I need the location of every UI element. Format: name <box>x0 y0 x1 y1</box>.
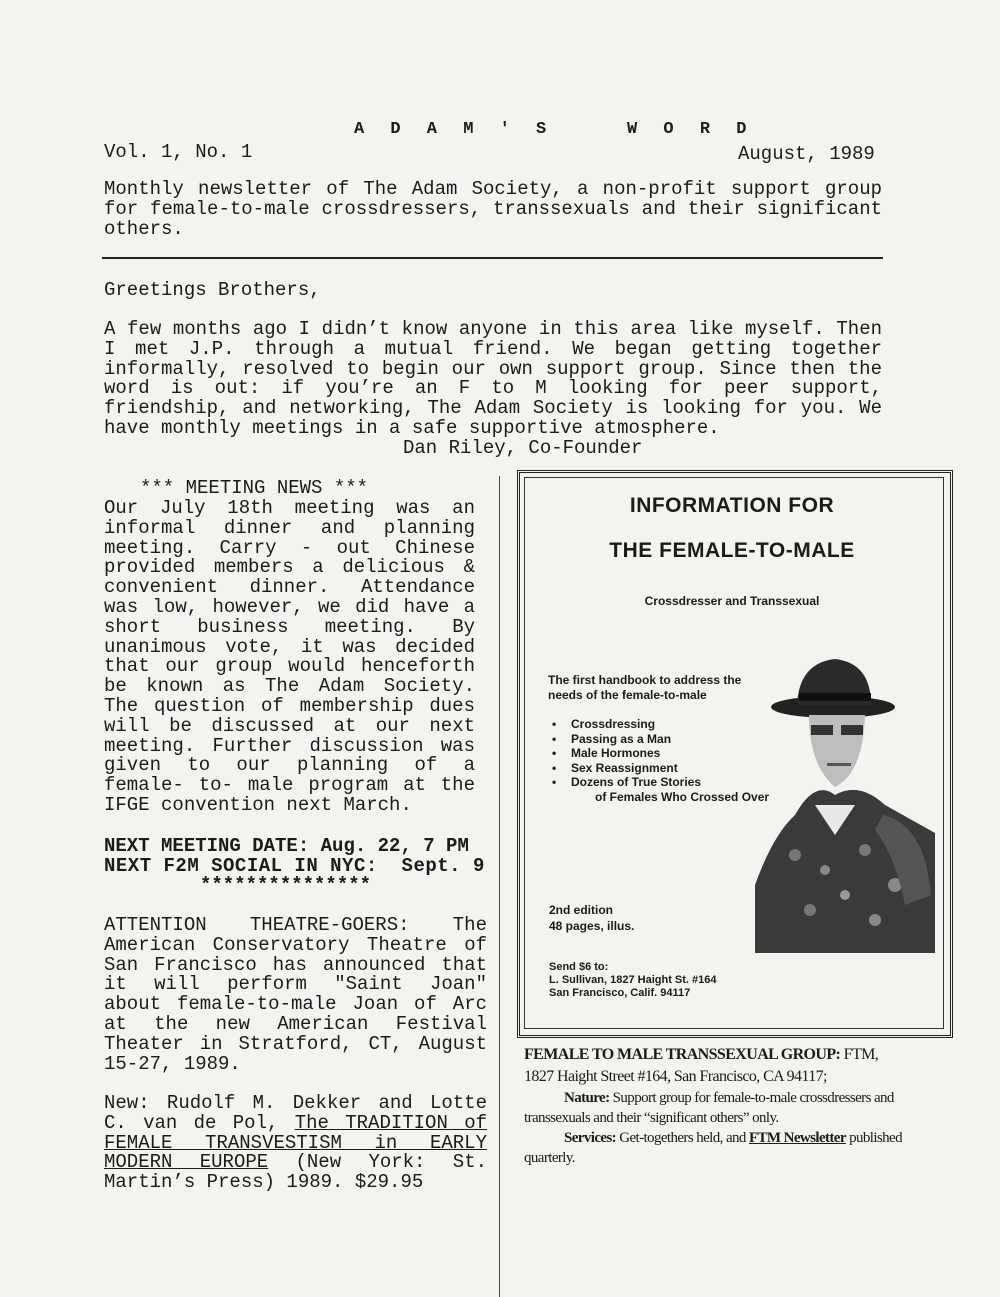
theatre-announcement: ATTENTION THEATRE-GOERS: The American Conservatory Theatre of San Francisco has announced that it will perform "Saint Joan" about female-to-male Joan of Arc at the new American Festival Theater in Stratford, CT, August 15-27, 1989. <box>104 914 487 1075</box>
services-text: Get-togethers held, and <box>616 1130 749 1146</box>
list-item: • Passing as a Man <box>552 732 769 747</box>
listing-abbrev: FTM, <box>840 1046 879 1063</box>
advert-edition <box>549 902 634 934</box>
advert-topic-list <box>552 717 769 804</box>
new-book-notice <box>104 1094 487 1193</box>
next-social: NEXT F2M SOCIAL IN NYC: Sept. 9 <box>104 855 485 877</box>
advert-intro: The first handbook to address the needs of the female-to-male <box>548 673 742 702</box>
advert-order-info <box>549 961 717 1000</box>
column-divider <box>499 476 500 1297</box>
nature-text: Support group for female-to-male crossdressers and transsexuals and their “significant others” only. <box>524 1090 894 1126</box>
portrait-photo <box>755 655 935 953</box>
listing-title: FEMALE TO MALE TRANSSEXUAL GROUP: <box>524 1046 841 1063</box>
newsletter-name: FTM Newsletter <box>748 1130 846 1146</box>
advert-subtitle: Crossdresser and Transsexual <box>644 594 820 608</box>
header-divider <box>102 257 883 259</box>
book-title: The TRADITION of FEMALE TRANSVESTISM in EARLY MODERN EUROPE <box>104 1111 487 1174</box>
advert-heading-2: THE FEMALE-TO-MALE <box>609 539 855 562</box>
list-item: • Crossdressing <box>552 717 769 732</box>
newsletter-title: A D A M ' S W O R D <box>354 120 755 139</box>
next-meeting-date: NEXT MEETING DATE: Aug. 22, 7 PM <box>104 835 469 857</box>
page-count: 48 pages, illus. <box>549 919 635 933</box>
list-item-continuation: of Females Who Crossed Over <box>595 789 770 804</box>
newsletter-description: Monthly newsletter of The Adam Society, a non-profit support group for female-to-male crossdressers, transsexuals and their significant others. <box>104 178 882 240</box>
letter-signature: Dan Riley, Co-Founder <box>403 437 643 459</box>
list-item: • Male Hormones <box>552 746 769 761</box>
listing-title-line <box>524 1044 916 1066</box>
send-address-line: L. Sullivan, 1827 Haight St. #164 <box>549 974 717 986</box>
letter-greeting: Greetings Brothers, <box>104 279 321 301</box>
meeting-news-heading: *** MEETING NEWS *** <box>140 477 369 499</box>
letter-body: A few months ago I didn’t know anyone in this area like myself. Then I met J.P. through a mutual friend. We began getting together informally, resolved to begin our own support group. Since then the word is out: if you’re an F to M looking for peer support, friendship, and networking, The Adam Society is looking for you. We have monthly meetings in a safe supportive atmosphere. <box>104 318 882 439</box>
send-city-line: San Francisco, Calif. 94117 <box>549 987 691 999</box>
services-end: published quarterly. <box>524 1130 903 1166</box>
group-listing <box>524 1044 916 1168</box>
book-publisher: (New York: St. Martin’s Press) 1989. $29.95 <box>104 1151 488 1194</box>
edition-label: 2nd edition <box>549 903 613 917</box>
volume-number: Vol. 1, No. 1 <box>104 141 253 163</box>
meeting-news-body: Our July 18th meeting was an informal dinner and planning meeting. Carry - out Chinese provided members a delicious & convenient dinner. Attendance was low, however, we did have a short business meeting. By unanimous vote, it was decided that our group would henceforth be known as The Adam Society. The question of membership dues will be discussed at our next meeting. Further discussion was given to our planning of a female- to- male program at the IFGE convention next March. <box>104 497 475 816</box>
list-item: • Dozens of True Stories <box>552 775 769 790</box>
advert-heading-1: INFORMATION FOR <box>629 494 835 517</box>
list-item: • Sex Reassignment <box>552 761 769 776</box>
section-stars: *************** <box>200 874 372 896</box>
issue-date: August, 1989 <box>738 143 875 165</box>
listing-services <box>524 1128 916 1168</box>
services-label: Services: <box>564 1130 617 1146</box>
send-price: Send $6 to: <box>549 961 609 973</box>
listing-address: 1827 Haight Street #164, San Francisco, CA 94117; <box>524 1068 827 1085</box>
nature-label: Nature: <box>564 1090 610 1106</box>
listing-nature <box>524 1088 916 1128</box>
book-authors: New: Rudolf M. Dekker and Lotte C. van de Pol, <box>104 1092 487 1134</box>
